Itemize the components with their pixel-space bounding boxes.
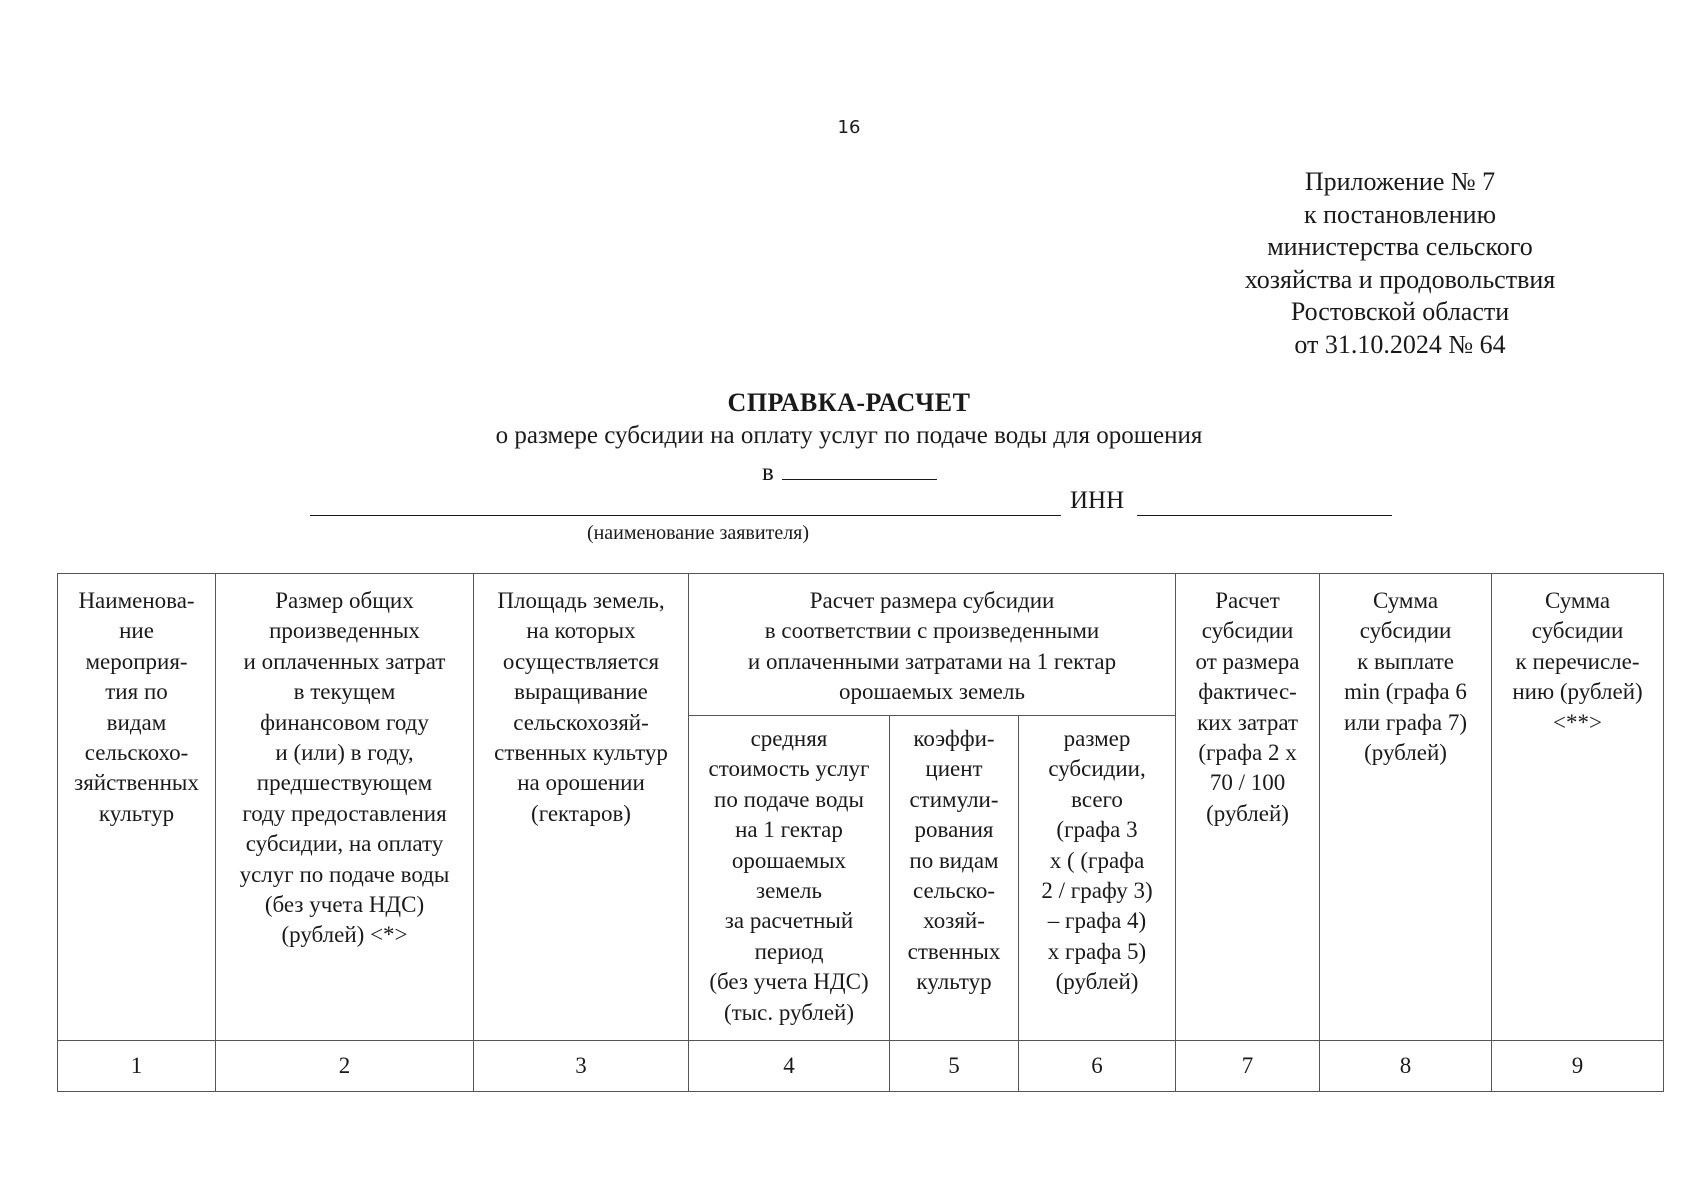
appendix-block xyxy=(1190,166,1610,361)
document-subtitle: о размере субсидии на оплату услуг по подаче воды для орошения xyxy=(495,422,1203,449)
header-cell-col6: размер субсидии, всего (графа 3 х ( (графа 2 / графу 3) – графа 4) х графа 5) (рублей) xyxy=(1019,716,1176,1041)
column-number-cell: 3 xyxy=(474,1041,689,1092)
header-cell-col5: коэффи- циент стимули- рования по видам сельско- хозяй- ственных культур xyxy=(890,716,1019,1041)
appendix-line: Ростовской области xyxy=(1290,297,1510,326)
page-number: 16 xyxy=(837,117,861,138)
location-blank xyxy=(782,455,937,480)
column-number-cell: 6 xyxy=(1019,1041,1176,1092)
table-header-row xyxy=(58,574,1664,716)
column-number-cell: 2 xyxy=(216,1041,474,1092)
column-number-cell: 5 xyxy=(890,1041,1019,1092)
header-cell-col3: Площадь земель, на которых осуществляется выращивание сельскохозяй- ственных культур на орошении (гектаров) xyxy=(474,574,689,1041)
applicant-row xyxy=(310,485,1390,519)
column-number-cell: 1 xyxy=(58,1041,216,1092)
appendix-line: министерства сельского xyxy=(1267,232,1533,261)
table-column-numbers-row xyxy=(58,1041,1664,1092)
header-cell-col7: Расчет субсидии от размера фактичес- ких затрат (графа 2 х 70 / 100 (рублей) xyxy=(1176,574,1320,1041)
header-cell-col1: Наименова- ние мероприя- тия по видам сельскохо- зяйственных культур xyxy=(58,574,216,1041)
header-cell-col2: Размер общих произведенных и оплаченных затрат в текущем финансовом году и (или) в году, предшествующем году предоставления субсидии, на оплату услуг по подаче воды (без учета НДС) (рублей) <*> xyxy=(216,574,474,1041)
column-number-cell: 7 xyxy=(1176,1041,1320,1092)
applicant-caption: (наименование заявителя) xyxy=(586,522,810,544)
header-cell-col4: средняя стоимость услуг по подаче воды на 1 гектар орошаемых земель за расчетный период (без учета НДС) (тыс. рублей) xyxy=(689,716,890,1041)
column-number-cell: 8 xyxy=(1320,1041,1492,1092)
header-cell-col9: Сумма субсидии к перечисле- нию (рублей) <**> xyxy=(1492,574,1664,1041)
location-line xyxy=(762,455,937,487)
header-cell-group: Расчет размера субсидии в соответствии с произведенными и оплаченными затратами на 1 гектар орошаемых земель xyxy=(689,574,1176,716)
inn-label: ИНН xyxy=(1070,487,1125,514)
appendix-line: хозяйства и продовольствия xyxy=(1244,264,1556,294)
in-prefix: в xyxy=(762,459,774,486)
appendix-line: от 31.10.2024 № 64 xyxy=(1294,329,1506,359)
document-title: СПРАВКА-РАСЧЕТ xyxy=(727,388,971,417)
appendix-line: к постановлению xyxy=(1303,199,1497,229)
appendix-line: Приложение № 7 xyxy=(1304,167,1496,196)
header-cell-col8: Сумма субсидии к выплате min (графа 6 или графа 7) (рублей) xyxy=(1320,574,1492,1041)
column-number-cell: 9 xyxy=(1492,1041,1664,1092)
inn-blank xyxy=(1137,515,1392,516)
applicant-name-blank xyxy=(310,515,1061,516)
subsidy-table xyxy=(57,573,1664,1092)
column-number-cell: 4 xyxy=(689,1041,890,1092)
